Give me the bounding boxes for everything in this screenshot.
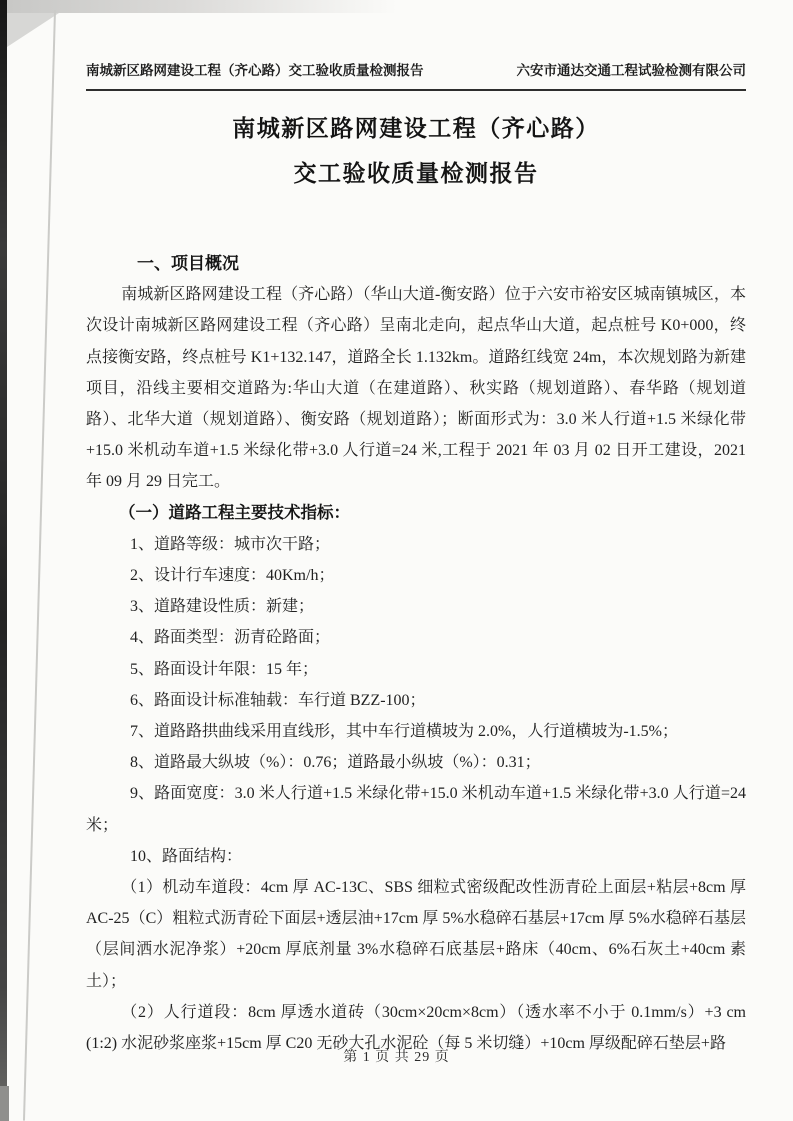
spec-item-10: 10、路面结构： [130, 847, 243, 865]
page-number-footer: 第 1 页 共 29 页 [343, 1050, 450, 1065]
header-company-name: 六安市通达交通工程试验检测有限公司 [516, 63, 746, 78]
intro-paragraph: 南城新区路网建设工程（齐心路）（华山大道-衡安路）位于六安市裕安区城南镇城区，本次设计南城新区路网建设工程（齐心路）呈南北走向，起点华山大道，起点桩号 K0+000，终点接衡安路，终点桩号 K1+132.147，道路全长 1.132km。道路红线宽 24m，本次规划路为新建项目，沿线主要相交道路为:华山大道（在建道路）、秋实路（规划道路）、春华路（规划道路）、北华大道（规划道路）、衡安路（规划道路）；断面形式为：3.0 米人行道+1.5 米绿化带+15.0 米机动车道+1.5 米绿化带+3.0 人行道=24 米,工程于 2021 年 03 月 02 日开工建设，2021 年 09 月 29 日完工。 [86, 286, 746, 491]
scan-page-edge-line [23, 10, 56, 1121]
scan-bottom-edge [0, 1086, 9, 1121]
section-heading: 一、项目概况 [137, 254, 239, 273]
spec-item-6: 6、路面设计标准轴载：车行道 BZZ-100； [130, 691, 426, 709]
pavement-paragraph-1: （1）机动车道段：4cm 厚 AC-13C、SBS 细粒式密级配改性沥青砼上面层+粘层+8cm 厚 AC-25（C）粗粒式沥青砼下面层+透层油+17cm 厚 5%水稳碎石基层+17cm 厚 5%水稳碎石基层（层间洒水泥净浆）+20cm 厚底剂量 3%水稳碎石底基层+路床（40cm、6%石灰土+40cm 素土）； [86, 879, 746, 990]
spec-item-4: 4、路面类型：沥青砼路面； [130, 629, 331, 647]
spec-item-5: 5、路面设计年限：15 年； [130, 660, 319, 678]
scan-corner-shadow [7, 13, 59, 47]
document-title-line2: 交工验收质量检测报告 [293, 160, 539, 186]
spec-item-1: 1、道路等级：城市次干路； [130, 535, 331, 553]
spec-item-9: 9、路面宽度：3.0 米人行道+1.5 米绿化带+15.0 米机动车道+1.5 米绿化带+3.0 人行道=24 米； [86, 785, 746, 834]
spec-item-3: 3、道路建设性质：新建； [130, 598, 315, 616]
header-report-title: 南城新区路网建设工程（齐心路）交工验收质量检测报告 [86, 63, 424, 78]
scan-left-edge [0, 0, 7, 1121]
spec-item-8: 8、道路最大纵坡（%）：0.76；道路最小纵坡（%）：0.31； [130, 754, 541, 772]
subsection-heading: （一）道路工程主要技术指标： [119, 503, 350, 522]
spec-item-2: 2、设计行车速度：40Km/h； [130, 567, 335, 585]
page-header [86, 0, 746, 91]
pavement-paragraph-2: （2）人行道段：8cm 厚透水道砖（30cm×20cm×8cm）（透水率不小于 0.1mm/s）+3 cm (1:2) 水泥砂浆座浆+15cm 厚 C20 无砂大孔水泥砼（每 5 米切缝）+10cm 厚级配碎石垫层+路 [86, 1003, 746, 1053]
document-title-line1: 南城新区路网建设工程（齐心路） [232, 115, 600, 141]
document-body [86, 248, 746, 1059]
document-page [86, 0, 746, 1059]
spec-item-7: 7、道路路拱曲线采用直线形，其中车行道横坡为 2.0%，人行道横坡为-1.5%； [130, 723, 678, 741]
